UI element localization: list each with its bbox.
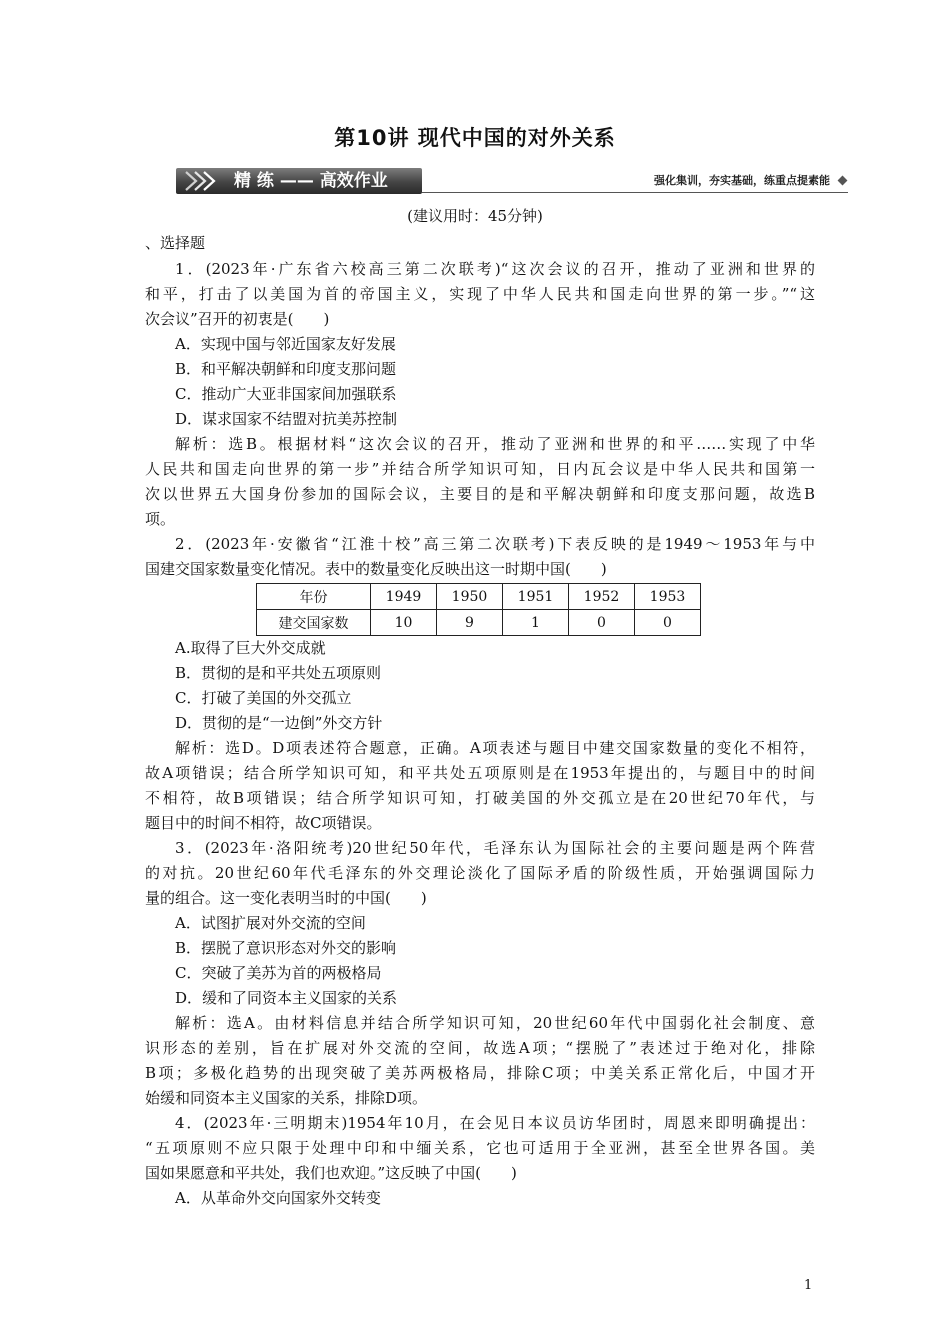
q2-option-c: C．打破了美国的外交孤立 [175, 689, 352, 707]
banner-divider [422, 192, 848, 193]
q1-analysis-line: 解析：选B。根据材料“这次会议的召开，推动了亚洲和世界的和平……实现了中华 [175, 435, 815, 453]
q2-stem-line: 国建交国家数量变化情况。表中的数量变化反映出这一时期中国( ) [145, 560, 607, 578]
q2-analysis-line: 题目中的时间不相符，故C项错误。 [145, 814, 382, 832]
banner-title: 精 练 —— 高效作业 [234, 171, 388, 191]
page-title: 第10讲 现代中国的对外关系 [334, 126, 616, 150]
table-row [257, 584, 701, 610]
q3-option-c: C．突破了美苏为首的两极格局 [175, 964, 382, 982]
q3-option-a: A．试图扩展对外交流的空间 [175, 914, 366, 932]
q1-option-d: D．谋求国家不结盟对抗美苏控制 [175, 410, 398, 428]
diamond-icon [838, 176, 848, 186]
table-cell: 1950 [437, 584, 503, 610]
page-number: 1 [804, 1278, 813, 1293]
section-heading: 、选择题 [145, 234, 206, 252]
q4-option-a: A．从革命外交向国家外交转变 [175, 1189, 381, 1207]
table-header-cell: 年份 [257, 584, 371, 610]
q3-analysis-line: B项；多极化趋势的出现突破了美苏两极格局，排除C项；中美关系正常化后，中国才开 [145, 1064, 815, 1082]
q2-option-a: A.取得了巨大外交成就 [175, 639, 326, 657]
suggested-time: (建议用时：45分钟) [407, 207, 543, 225]
q3-stem-line: 的对抗。20世纪60年代毛泽东的外交理论淡化了国际矛盾的阶级性质，开始强调国际力 [145, 864, 815, 882]
table-cell: 10 [371, 610, 437, 636]
q1-stem-line: 和平，打击了以美国为首的帝国主义，实现了中华人民共和国走向世界的第一步。”“这 [145, 285, 815, 303]
q1-analysis-line: 项。 [145, 510, 176, 528]
q1-option-c: C．推动广大亚非国家间加强联系 [175, 385, 397, 403]
q2-option-b: B．贯彻的是和平共处五项原则 [175, 664, 382, 682]
q1-stem-line: 次会议”召开的初衷是( ) [145, 310, 330, 328]
q3-option-d: D．缓和了同资本主义国家的关系 [175, 989, 398, 1007]
section-banner [176, 164, 848, 196]
q1-analysis-line: 人民共和国走向世界的第一步”并结合所学知识可知，日内瓦会议是中华人民共和国第一 [145, 460, 815, 478]
q2-analysis-line: 不相符，故B项错误；结合所学知识可知，打破美国的外交孤立是在20世纪70年代，与 [145, 789, 815, 807]
q2-analysis-line: 解析：选D。D项表述符合题意，正确。A项表述与题目中建交国家数量的变化不相符， [175, 739, 815, 757]
table-cell: 1952 [569, 584, 635, 610]
q3-option-b: B．摆脱了意识形态对外交的影响 [175, 939, 397, 957]
q2-option-d: D．贯彻的是“一边倒”外交方针 [175, 714, 383, 732]
q3-stem-line: 量的组合。这一变化表明当时的中国( ) [145, 889, 427, 907]
table-cell: 1953 [635, 584, 701, 610]
banner-subtitle: 强化集训，夯实基础，练重点提素能 [654, 174, 830, 187]
q1-stem-line: 1．(2023年·广东省六校高三第二次联考)“这次会议的召开，推动了亚洲和世界的 [175, 260, 815, 278]
q1-analysis-line: 次以世界五大国身份参加的国际会议，主要目的是和平解决朝鲜和印度支那问题，故选B [145, 485, 815, 503]
q2-stem-line: 2．(2023年·安徽省“江淮十校”高三第二次联考)下表反映的是1949～1953年与中 [175, 535, 815, 553]
table-cell: 1949 [371, 584, 437, 610]
q3-analysis-line: 始缓和同资本主义国家的关系，排除D项。 [145, 1089, 428, 1107]
q3-analysis-line: 解析：选A。由材料信息并结合所学知识可知，20世纪60年代中国弱化社会制度、意 [175, 1014, 815, 1032]
table-cell: 1 [503, 610, 569, 636]
table-header-cell: 建交国家数 [257, 610, 371, 636]
banner-label-box [176, 168, 422, 194]
table-cell: 9 [437, 610, 503, 636]
q4-stem-line: 国如果愿意和平共处，我们也欢迎。”这反映了中国( ) [145, 1164, 517, 1182]
table-cell: 1951 [503, 584, 569, 610]
table-cell: 0 [635, 610, 701, 636]
q3-analysis-line: 识形态的差别，旨在扩展对外交流的空间，故选A项；“摆脱了”表述过于绝对化，排除 [145, 1039, 815, 1057]
q1-option-b: B．和平解决朝鲜和印度支那问题 [175, 360, 397, 378]
q4-stem-line: 4．(2023年·三明期末)1954年10月，在会见日本议员访华团时，周恩来即明确提出： [175, 1114, 815, 1132]
q1-option-a: A．实现中国与邻近国家友好发展 [175, 335, 396, 353]
diplomatic-relations-table [256, 583, 701, 636]
q4-stem-line: “五项原则不应只限于处理中印和中缅关系，它也可适用于全亚洲，甚至全世界各国。美 [145, 1139, 815, 1157]
q2-analysis-line: 故A项错误；结合所学知识可知，和平共处五项原则是在1953年提出的，与题目中的时间 [145, 764, 815, 782]
table-cell: 0 [569, 610, 635, 636]
table-row [257, 610, 701, 636]
q3-stem-line: 3．(2023年·洛阳统考)20世纪50年代，毛泽东认为国际社会的主要问题是两个阵营 [175, 839, 815, 857]
chevron-arrows-icon [182, 170, 236, 192]
